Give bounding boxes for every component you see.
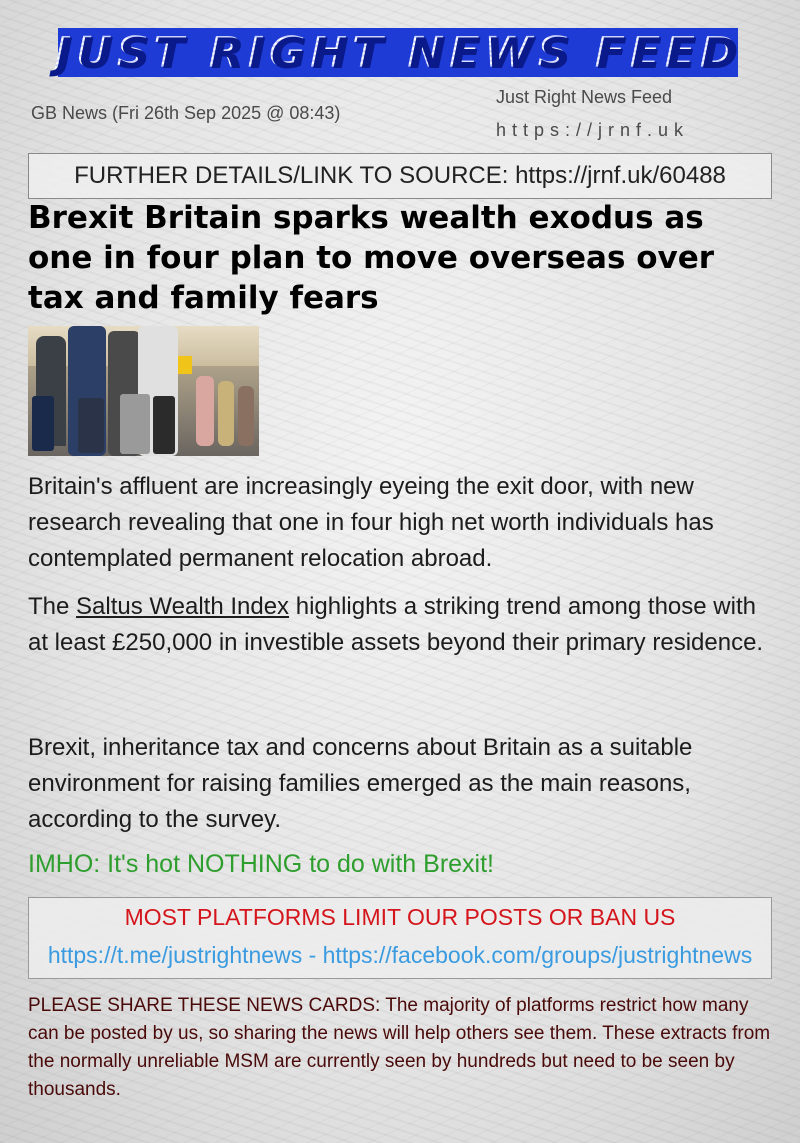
article-headline: Brexit Britain sparks wealth exodus as one in four plan to move overseas over tax and family fears bbox=[28, 200, 715, 316]
paragraph-3: Brexit, inheritance tax and concerns about Britain as a suitable environment for raising families emerged as the main reasons, according to the survey. bbox=[28, 734, 693, 833]
paragraph-2 bbox=[28, 589, 778, 661]
source-link-box[interactable] bbox=[28, 153, 772, 199]
paragraph-2-suffix: highlights a striking trend among those with at least £250,000 in investible assets beyond their primary residence. bbox=[28, 593, 764, 656]
paragraph-2-prefix: The bbox=[28, 593, 77, 620]
imho-comment: IMHO: It's hot NOTHING to do with Brexit! bbox=[28, 850, 494, 878]
social-links[interactable]: https://t.me/justrightnews - https://facebook.com/groups/justrightnews bbox=[47, 942, 753, 968]
source-link-text[interactable]: FURTHER DETAILS/LINK TO SOURCE: https://jrnf.uk/60488 bbox=[74, 162, 726, 189]
site-url-link[interactable]: https://jrnf.uk bbox=[496, 120, 690, 140]
share-note: PLEASE SHARE THESE NEWS CARDS: The majority of platforms restrict how many can be posted by us, so sharing the news will help others see them. These extracts from the normally unreliable MSM are currently seen by hundreds but need to be seen by thousands. bbox=[28, 995, 771, 1100]
source-info: GB News (Fri 26th Sep 2025 @ 08:43) bbox=[31, 103, 341, 123]
site-banner bbox=[54, 28, 742, 77]
platforms-box bbox=[28, 897, 772, 979]
paragraph-1: Britain's affluent are increasingly eyeing the exit door, with new research revealing that one in four high net worth individuals has contemplated permanent relocation abroad. bbox=[28, 473, 714, 572]
site-name: Just Right News Feed bbox=[496, 87, 673, 107]
banner-title: JUST RIGHT NEWS FEED bbox=[54, 28, 742, 77]
platforms-title: MOST PLATFORMS LIMIT OUR POSTS OR BAN US bbox=[124, 904, 676, 930]
saltus-wealth-index-link[interactable]: Saltus Wealth Index bbox=[76, 593, 290, 620]
article-photo bbox=[28, 326, 259, 456]
